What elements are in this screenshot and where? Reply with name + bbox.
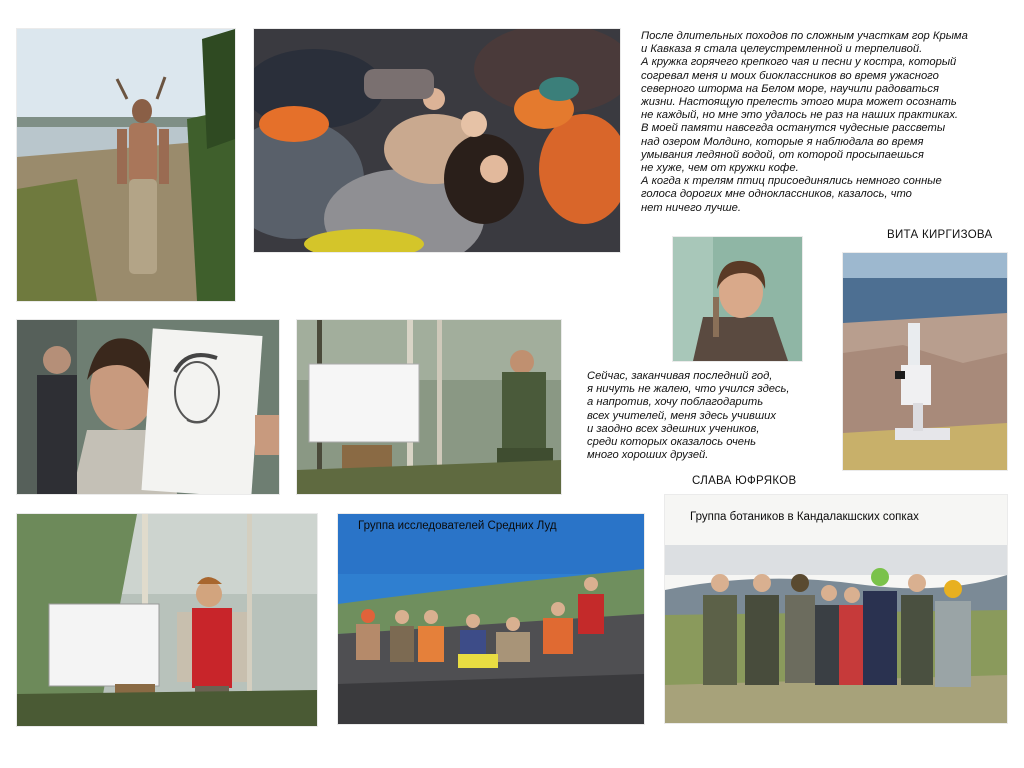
story-line: над озером Молдино, которые я наблюдала во время [641,135,924,148]
story-line: и заодно всех здешних учеников, [587,422,760,435]
story-line: жизни. Настоящую прелесть этого мира может осознать [641,96,957,109]
photo-man-by-whiteboard-in-forest [297,320,561,494]
author-slava: СЛАВА ЮФРЯКОВ [692,475,797,487]
story-text-vita [641,30,968,215]
photo-group-of-botanists [665,495,1007,723]
caption-group-botanists: Группа ботаников в Кандалакшских сопках [690,511,919,523]
story-text-slava [587,370,789,462]
photo-boy-with-portrait-drawing [17,320,279,494]
story-line: всех учителей, меня здесь учивших [587,409,776,422]
story-line: северного шторма на Белом море, научили радоваться [641,82,939,95]
caption-group-researchers: Группа исследователей Средних Луд [358,520,557,532]
story-line: Сейчас, заканчивая последний год, [587,370,773,382]
photo-group-resting-on-backpacks [254,29,620,252]
author-vita: ВИТА КИРГИЗОВА [887,229,993,241]
story-line: В моей памяти навсегда останутся чудесные рассветы [641,122,946,135]
photo-girl-portrait [673,237,802,361]
story-line: а напротив, хочу поблагодарить [587,396,764,409]
story-line: нет ничего лучше. [641,201,741,214]
story-line: После длительных походов по сложным участкам гор Крыма [641,30,968,42]
photo-group-of-researchers [338,514,644,724]
story-line: и Кавказа я стала целеустремленной и терпеливой. [641,43,923,56]
photo-man-with-antlers-on-shore [17,29,235,301]
story-line: среди которых оказалось очень [587,436,757,449]
story-line: я ничуть не жалею, что учился здесь, [587,383,790,396]
photo-microscope-on-rock [843,253,1007,470]
story-line: много хороших друзей. [587,449,709,462]
story-line: не каждый, но мне это удалось не раз на наших практиках. [641,109,959,122]
story-line: А когда к трелям птиц присоединялись немного сонные [641,175,942,188]
story-line: голоса дорогих мне одноклассников, казалось, что [641,188,912,201]
story-line: не хуже, чем от кружки кофе. [641,162,799,175]
story-line: умывания ледяной водой, от которой просыпаешься [641,148,924,161]
story-line: согревал меня и моих биоклассников во время ужасного [641,69,939,82]
story-line: А кружка горячего крепкого чая и песни у костра, который [641,56,957,69]
photo-man-in-red-shirt-by-whiteboard [17,514,317,726]
